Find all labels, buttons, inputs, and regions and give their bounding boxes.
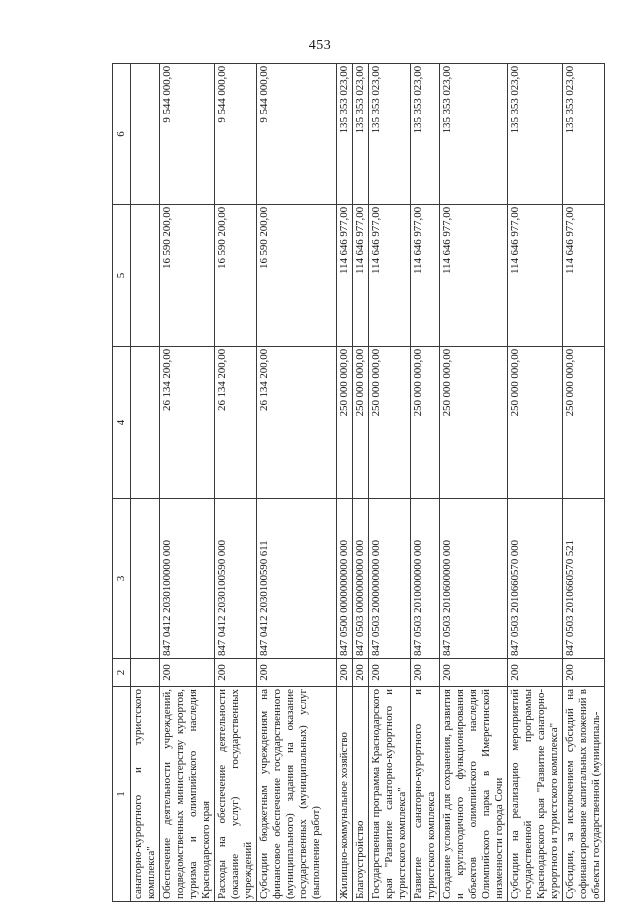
column-number-row (113, 64, 131, 902)
column-header: 2 (113, 659, 131, 687)
amount-cell: 135 353 023,00 (337, 64, 353, 205)
table-row (337, 64, 353, 902)
name-cell: Расходы на обеспечение деятельности (оказание услуг) государственных учреждений (215, 687, 257, 902)
name-cell: Развитие санаторно-курортного и туристского комплекса (411, 687, 440, 902)
kbk-cell: 847 0503 2000000000 000 (369, 499, 411, 659)
code-cell: 200 (411, 659, 440, 687)
amount-cell: 114 646 977,00 (508, 205, 563, 347)
amount-cell: 9 544 000,00 (215, 64, 257, 205)
column-header: 6 (113, 64, 131, 205)
table-row (411, 64, 440, 902)
table-row (563, 64, 605, 902)
amount-cell: 250 000 000,00 (563, 347, 605, 499)
amount-cell: 250 000 000,00 (440, 347, 508, 499)
amount-cell: 114 646 977,00 (337, 205, 353, 347)
name-cell: Государственная программа Краснодарского края "Развитие санаторно-курортного и туристского комплекса" (369, 687, 411, 902)
kbk-cell: 847 0503 2010000000 000 (411, 499, 440, 659)
amount-cell: 135 353 023,00 (369, 64, 411, 205)
amount-cell: 9 544 000,00 (160, 64, 215, 205)
name-cell: Обеспечение деятельности учреждений, подведомственных министерству курортов, туризма и олимпийского наследия Краснодарского края (160, 687, 215, 902)
name-cell: Субсидии на реализацию мероприятий государственной программы Краснодарского края "Развитие санаторно-курортного и туристского комплекса" (508, 687, 563, 902)
kbk-cell: 847 0412 2030100590 000 (215, 499, 257, 659)
column-header: 4 (113, 347, 131, 499)
amount-cell (131, 347, 160, 499)
amount-cell: 9 544 000,00 (257, 64, 337, 205)
name-cell: Благоустройство (353, 687, 369, 902)
code-cell: 200 (215, 659, 257, 687)
amount-cell: 250 000 000,00 (411, 347, 440, 499)
name-cell: Создание условий для сохранения, развития и круглогодичного функционирования объектов олимпийского наследия Олимпийского парка в Имеретинской низменности города Сочи (440, 687, 508, 902)
amount-cell: 135 353 023,00 (563, 64, 605, 205)
amount-cell: 135 353 023,00 (440, 64, 508, 205)
code-cell: 200 (508, 659, 563, 687)
kbk-cell: 847 0503 2010660570 000 (508, 499, 563, 659)
amount-cell: 250 000 000,00 (369, 347, 411, 499)
budget-table (112, 63, 605, 902)
kbk-cell: 847 0503 2010600000 000 (440, 499, 508, 659)
column-header: 3 (113, 499, 131, 659)
table-body (113, 64, 605, 902)
amount-cell: 16 590 200,00 (160, 205, 215, 347)
code-cell: 200 (563, 659, 605, 687)
kbk-cell (131, 499, 160, 659)
amount-cell: 250 000 000,00 (508, 347, 563, 499)
kbk-cell: 847 0503 0000000000 000 (353, 499, 369, 659)
amount-cell: 26 134 200,00 (215, 347, 257, 499)
name-cell: Жилищно-коммунальное хозяйство (337, 687, 353, 902)
amount-cell (131, 205, 160, 347)
amount-cell: 16 590 200,00 (215, 205, 257, 347)
page-number: 453 (308, 38, 332, 53)
code-cell: 200 (337, 659, 353, 687)
code-cell: 200 (369, 659, 411, 687)
amount-cell: 250 000 000,00 (353, 347, 369, 499)
kbk-cell: 847 0412 2030100590 611 (257, 499, 337, 659)
code-cell: 200 (353, 659, 369, 687)
kbk-cell: 847 0503 2010660570 521 (563, 499, 605, 659)
table-row (440, 64, 508, 902)
name-cell: Субсидии бюджетным учреждениям на финансовое обеспечение государственного (муниципального) задания на оказание государственных (муниципальных) услуг (выполнение работ) (257, 687, 337, 902)
table-row (215, 64, 257, 902)
amount-cell: 250 000 000,00 (337, 347, 353, 499)
table-row (160, 64, 215, 902)
amount-cell (131, 64, 160, 205)
table-row (257, 64, 337, 902)
code-cell (131, 659, 160, 687)
table-row (353, 64, 369, 902)
amount-cell: 114 646 977,00 (440, 205, 508, 347)
amount-cell: 135 353 023,00 (411, 64, 440, 205)
column-header: 5 (113, 205, 131, 347)
name-cell: Субсидии, за исключением субсидий на софинансирование капитальных вложений в объекты государственной (муниципаль- (563, 687, 605, 902)
kbk-cell: 847 0500 0000000000 000 (337, 499, 353, 659)
table-row (131, 64, 160, 902)
amount-cell: 114 646 977,00 (563, 205, 605, 347)
code-cell: 200 (257, 659, 337, 687)
amount-cell: 114 646 977,00 (369, 205, 411, 347)
column-header: 1 (113, 687, 131, 902)
amount-cell: 135 353 023,00 (353, 64, 369, 205)
table-row (508, 64, 563, 902)
amount-cell: 135 353 023,00 (508, 64, 563, 205)
amount-cell: 26 134 200,00 (160, 347, 215, 499)
name-cell: санаторно-курортного и туристского комплекса" (131, 687, 160, 902)
table-row (369, 64, 411, 902)
amount-cell: 26 134 200,00 (257, 347, 337, 499)
amount-cell: 16 590 200,00 (257, 205, 337, 347)
code-cell: 200 (160, 659, 215, 687)
code-cell: 200 (440, 659, 508, 687)
table-rotator (112, 64, 602, 902)
amount-cell: 114 646 977,00 (411, 205, 440, 347)
amount-cell: 114 646 977,00 (353, 205, 369, 347)
kbk-cell: 847 0412 2030100000 000 (160, 499, 215, 659)
